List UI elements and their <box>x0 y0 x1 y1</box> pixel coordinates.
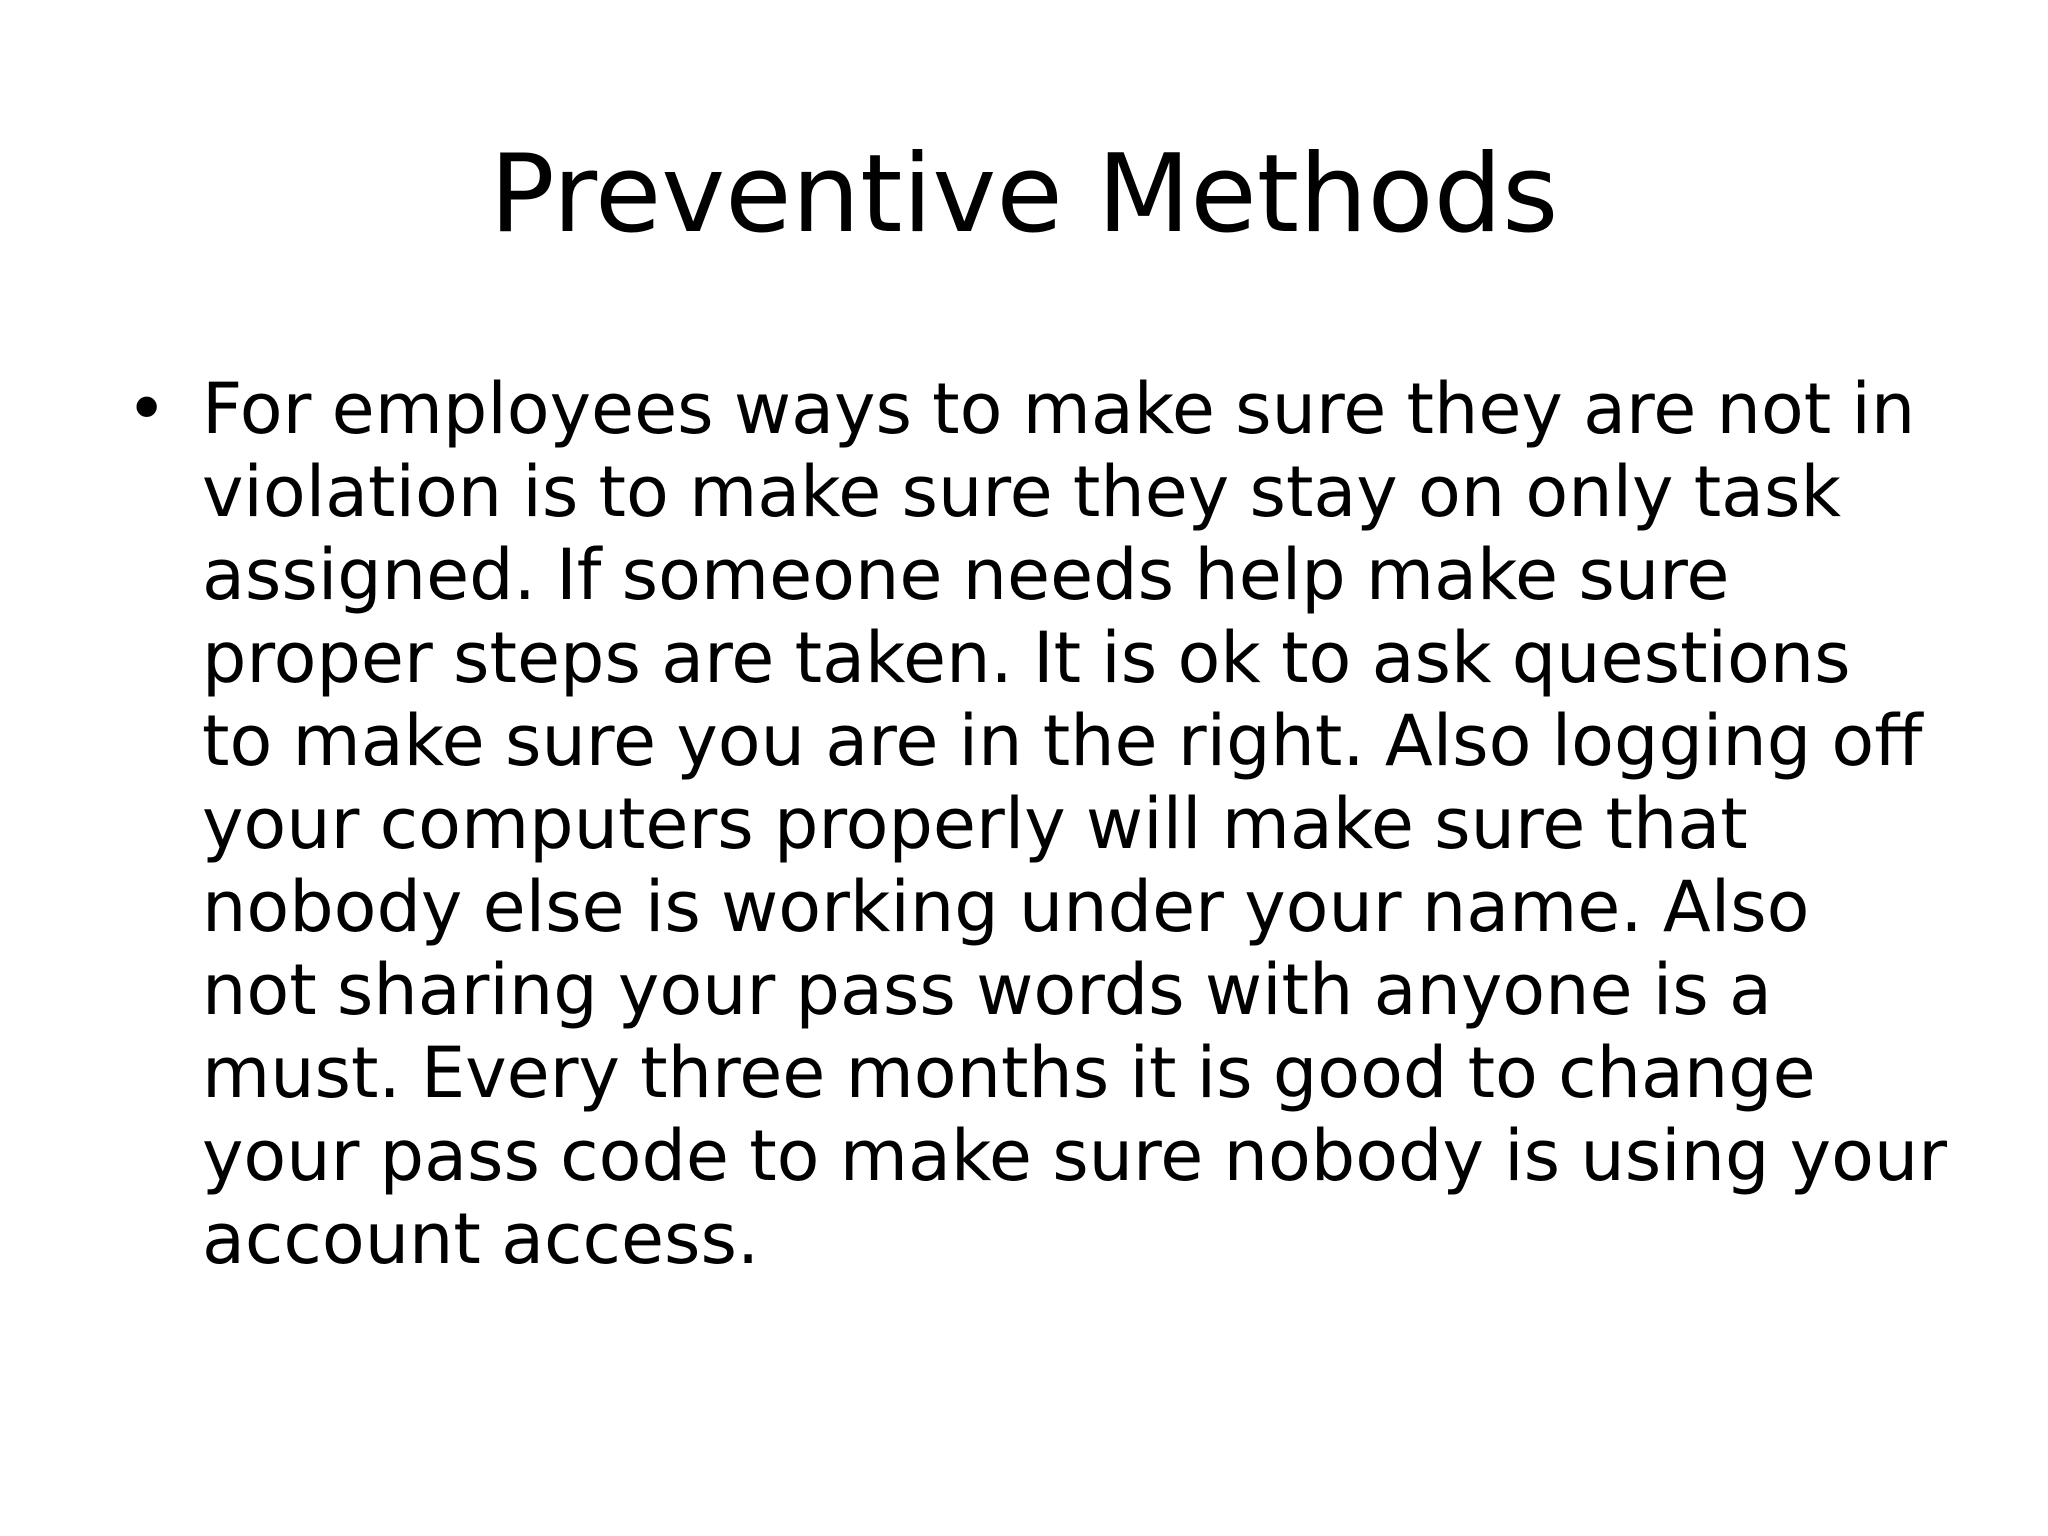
bullet-item <box>118 368 1948 1281</box>
bullet-list <box>118 368 1948 1281</box>
bullet-text: For employees ways to make sure they are not in violation is to make sure they stay on only task assigned. If someone needs help make sure proper steps are taken. It is ok to ask questions to make sure you are in the right. Also logging off your computers properly will make sure that nobody else is working under your name. Also not sharing your pass words with anyone is a must. Every three months it is good to change your pass code to make sure nobody is using your account access. <box>202 368 1948 1280</box>
bullet-marker: • <box>126 368 168 450</box>
slide-title: Preventive Methods <box>489 132 1559 257</box>
